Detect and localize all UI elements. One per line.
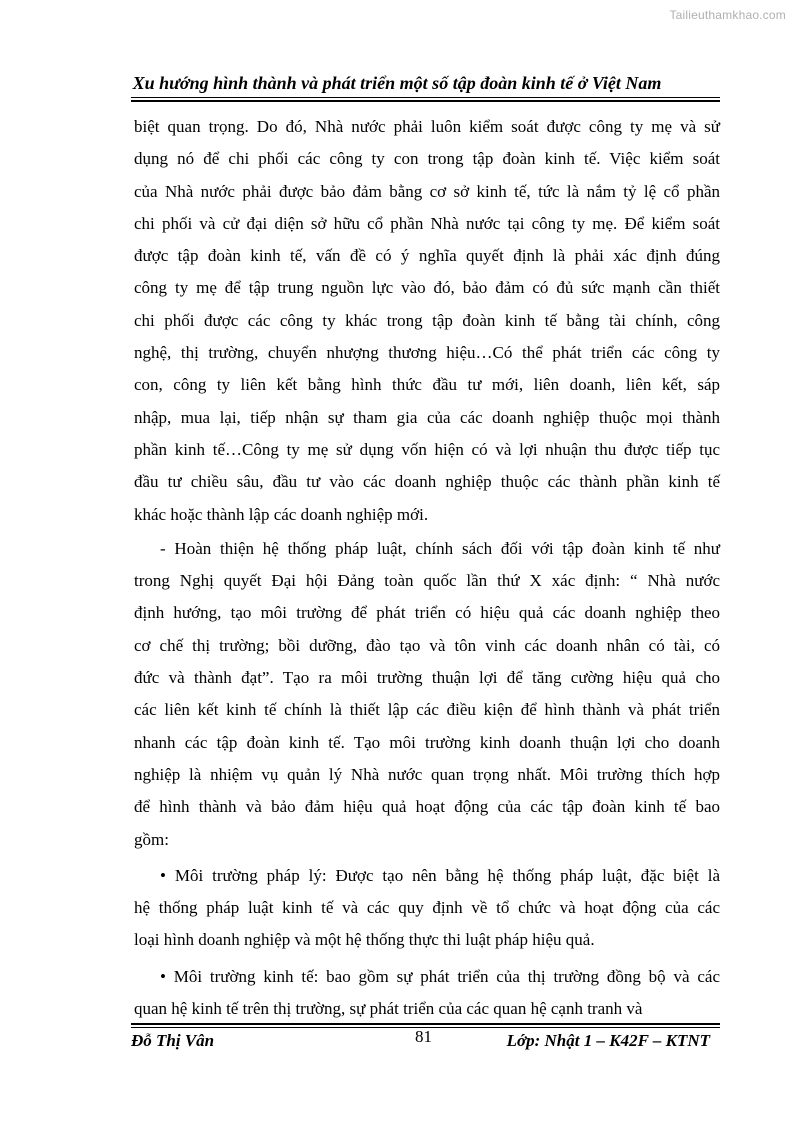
text-line: chi phối được các công ty khác trong tập đoàn kinh tế bằng tài chính, công [134,310,720,330]
document-body [134,111,720,1025]
text-line: - Hoàn thiện hệ thống pháp luật, chính sách đối với tập đoàn kinh tế như [160,538,720,558]
text-line: trong Nghị quyết Đại hội Đảng toàn quốc lần thứ X xác định: “ Nhà nước [134,571,720,591]
text-line: nhập, mua lại, tiếp nhận sự tham gia của các doanh nghiệp thuộc mọi thành [134,407,720,427]
text-line: công ty mẹ để tập trung nguồn lực vào đó, bảo đảm có đủ sức mạnh cần thiết [134,278,720,298]
text-line: của Nhà nước phải được bảo đảm bằng cơ sở kinh tế, tức là nắm tỷ lệ cổ phần [134,181,720,201]
text-line: • Môi trường kinh tế: bao gồm sự phát triển của thị trường đồng bộ và các [160,966,720,986]
header-divider [131,97,720,98]
text-line: được tập đoàn kinh tế, vấn đề có ý nghĩa quyết định là phải xác định đúng [134,246,720,266]
text-line: đức và thành đạt”. Tạo ra môi trường thuận lợi để tăng cường hiệu quả cho [134,668,720,688]
text-line: con, công ty liên kết bằng hình thức đầu tư mới, liên doanh, liên kết, sáp [134,375,720,395]
text-line: biệt quan trọng. Do đó, Nhà nước phải luôn kiểm soát được công ty mẹ và sử [134,117,720,136]
paragraph-4 [134,961,720,1026]
watermark-text: Tailieuthamkhao.com [669,8,786,22]
header-divider-thick [131,100,720,102]
text-line: cơ chế thị trường; bồi dưỡng, đào tạo và tôn vinh các doanh nhân có tài, có [134,635,720,655]
text-line: phần kinh tế…Công ty mẹ sử dụng vốn hiện có và lợi nhuận thu được tiếp tục [134,439,720,459]
text-line: hệ thống pháp luật kinh tế và các quy định về tổ chức và hoạt động của các [134,898,720,918]
footer-divider-thick [131,1023,720,1025]
text-line: nghiệp là nhiệm vụ quản lý Nhà nước quan trọng nhất. Môi trường thích hợp [134,764,720,784]
text-line: loại hình doanh nghiệp và một hệ thống thực thi luật pháp hiệu quả. [134,930,595,950]
text-line: quan hệ kinh tế trên thị trường, sự phát triển của các quan hệ cạnh tranh và [134,999,643,1019]
text-line: chi phối và cử đại diện sở hữu cổ phần Nhà nước tại công ty mẹ. Để kiểm soát [134,213,720,233]
text-line: • Môi trường pháp lý: Được tạo nên bằng hệ thống pháp luật, đặc biệt là [160,865,720,885]
text-line: đầu tư chiều sâu, đầu tư vào các doanh nghiệp thuộc các thành phần kinh tế [134,472,720,492]
text-line: để hình thành và bảo đảm hiệu quả hoạt động của các tập đoàn kinh tế bao [134,797,720,817]
page-header-title: Xu hướng hình thành và phát triển một số tập đoàn kinh tế ở Việt Nam [132,73,662,93]
text-line: khác hoặc thành lập các doanh nghiệp mới. [134,504,429,524]
text-line: các liên kết kinh tế chính là thiết lập các điều kiện để hình thành và phát triển [134,700,720,720]
paragraph-3 [134,860,720,957]
footer-author: Đỗ Thị Vân [131,1031,215,1050]
footer-class-info: Lớp: Nhật 1 – K42F – KTNT [506,1031,710,1050]
paragraph-2 [134,533,720,856]
text-line: nghệ, thị trường, chuyển nhượng thương hiệu…Có thể phát triển các công ty [134,343,720,363]
text-line: dụng nó để chi phối các công ty con trong tập đoàn kinh tế. Việc kiểm soát [134,149,720,169]
paragraph-1 [134,111,720,531]
page-number: 81 [415,1027,432,1046]
text-line: nhanh các tập đoàn kinh tế. Tạo môi trường kinh doanh thuận lợi cho doanh [134,732,720,752]
text-line: định hướng, tạo môi trường để phát triển có hiệu quả các doanh nghiệp theo [134,603,720,623]
text-line: gồm: [134,829,169,849]
